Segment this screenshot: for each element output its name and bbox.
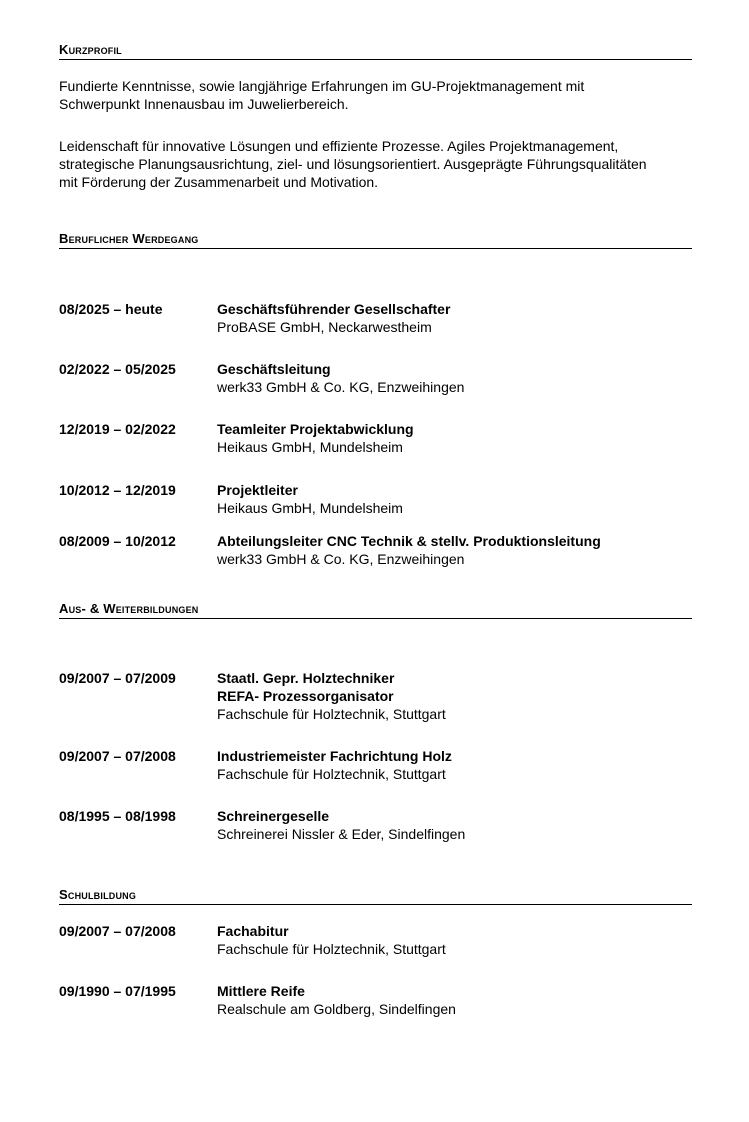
entry-company: Schreinerei Nissler & Eder, Sindelfingen: [217, 826, 466, 842]
entry-date: 09/1990 – 07/1995: [59, 983, 176, 999]
section-heading-kurzprofil: Kurzprofil: [59, 42, 692, 60]
entry-date: 09/2007 – 07/2008: [59, 748, 176, 764]
entry-date: 09/2007 – 07/2008: [59, 923, 176, 939]
entry-company: Fachschule für Holztechnik, Stuttgart: [217, 766, 446, 782]
entry-title: Schreinergeselle: [217, 808, 330, 824]
entry-title: Projektleiter: [217, 482, 298, 498]
entry-company: werk33 GmbH & Co. KG, Enzweihingen: [217, 551, 465, 567]
entry-title: Geschäftsleitung: [217, 361, 331, 377]
section-kurzprofil: [59, 42, 692, 60]
profile-text-line: Leidenschaft für innovative Lösungen und effiziente Prozesse. Agiles Projektmanagement,: [59, 138, 619, 154]
entry-detail: [217, 420, 692, 456]
entry-company: Heikaus GmbH, Mundelsheim: [217, 500, 403, 516]
entry-detail: [217, 669, 692, 723]
entry-date: 08/1995 – 08/1998: [59, 808, 176, 824]
entry-title: Geschäftsführender Gesellschafter: [217, 301, 451, 317]
profile-paragraph-2: [59, 137, 692, 191]
entry-detail: [217, 532, 692, 568]
entry-company: werk33 GmbH & Co. KG, Enzweihingen: [217, 379, 465, 395]
profile-text-line: Fundierte Kenntnisse, sowie langjährige Erfahrungen im GU-Projektmanagement mit: [59, 78, 585, 94]
entry-company: Fachschule für Holztechnik, Stuttgart: [217, 706, 446, 722]
entry-title: Teamleiter Projektabwicklung: [217, 421, 414, 437]
entry-title: Fachabitur: [217, 923, 289, 939]
entry-title: Mittlere Reife: [217, 983, 305, 999]
entry-date: 02/2022 – 05/2025: [59, 361, 176, 377]
section-werdegang: [59, 231, 692, 249]
entry-date: 12/2019 – 02/2022: [59, 421, 176, 437]
section-schulbildung: [59, 887, 692, 905]
entry-detail: [217, 922, 692, 958]
entry-detail: [217, 360, 692, 396]
profile-text-line: strategische Planungsausrichtung, ziel- und lösungsorientiert. Ausgeprägte Führungsqualitäten: [59, 156, 647, 172]
entry-date: 10/2012 – 12/2019: [59, 482, 176, 498]
entry-detail: [217, 747, 692, 783]
entry-title: Abteilungsleiter CNC Technik & stellv. Produktionsleitung: [217, 533, 601, 549]
entry-company: Realschule am Goldberg, Sindelfingen: [217, 1001, 456, 1017]
section-weiterbildung: [59, 601, 692, 619]
entry-title: Staatl. Gepr. Holztechniker: [217, 670, 395, 686]
entry-company: Fachschule für Holztechnik, Stuttgart: [217, 941, 446, 957]
entry-date: 08/2025 – heute: [59, 301, 163, 317]
section-heading-werdegang: Beruflicher Werdegang: [59, 231, 692, 249]
profile-text-line: Schwerpunkt Innenausbau im Juwelierbereich.: [59, 96, 349, 112]
section-heading-weiterbildung: Aus- & Weiterbildungen: [59, 601, 692, 619]
entry-detail: [217, 300, 692, 336]
entry-title-secondary: REFA- Prozessorganisator: [217, 688, 394, 704]
section-heading-schulbildung: Schulbildung: [59, 887, 692, 905]
entry-detail: [217, 982, 692, 1018]
profile-text-line: mit Förderung der Zusammenarbeit und Motivation.: [59, 174, 379, 190]
entry-date: 09/2007 – 07/2009: [59, 670, 176, 686]
entry-title: Industriemeister Fachrichtung Holz: [217, 748, 452, 764]
entry-company: ProBASE GmbH, Neckarwestheim: [217, 319, 432, 335]
entry-detail: [217, 807, 692, 843]
profile-paragraph-1: [59, 77, 692, 113]
entry-company: Heikaus GmbH, Mundelsheim: [217, 439, 403, 455]
entry-date: 08/2009 – 10/2012: [59, 533, 176, 549]
entry-detail: [217, 481, 692, 517]
